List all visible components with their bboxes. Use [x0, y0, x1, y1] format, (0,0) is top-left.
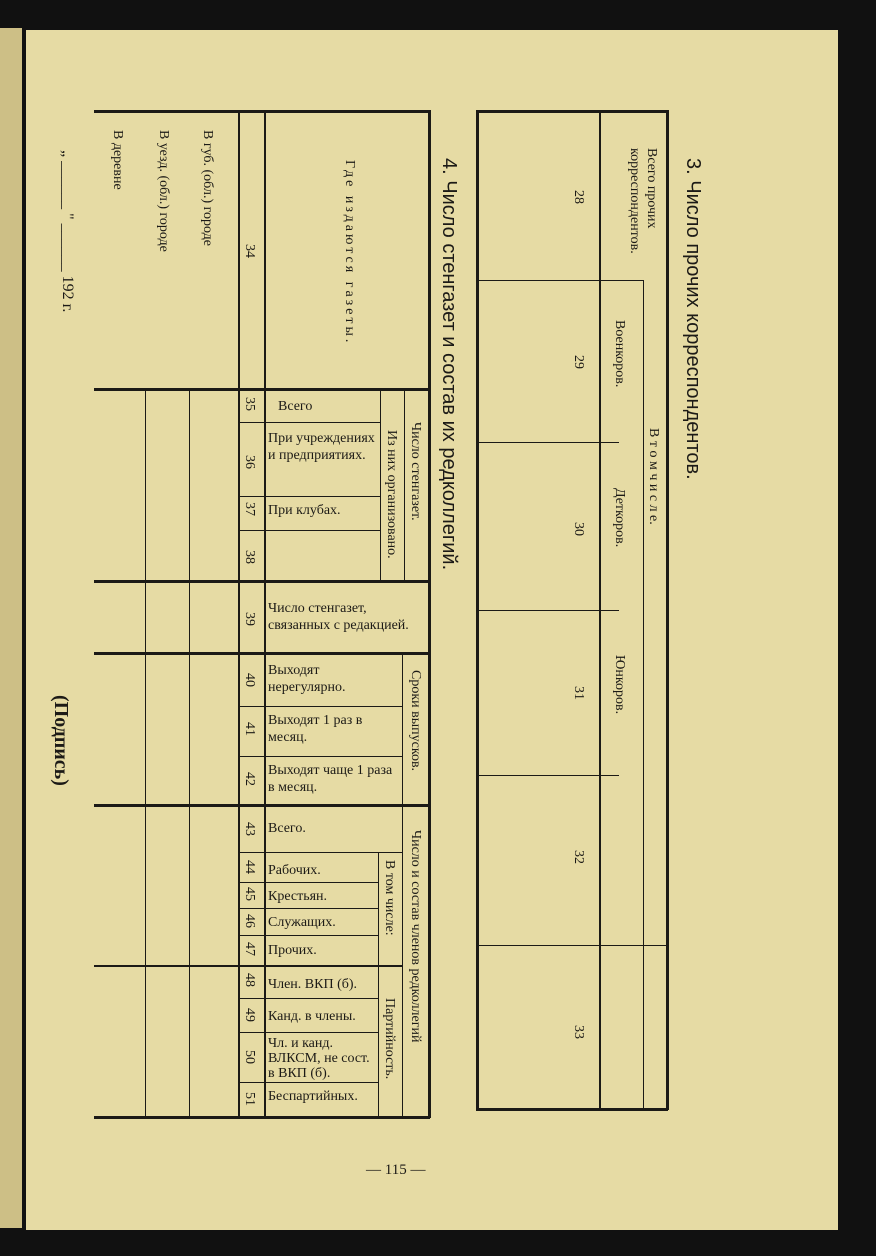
candidate-header: Канд. в члены.: [268, 1009, 356, 1024]
col-number: 34: [242, 244, 257, 258]
including-header: В том числе:: [382, 860, 397, 936]
table4-col-sep: [94, 652, 430, 655]
linked-header: Число стенгазет, связанных с редакцией.: [268, 601, 409, 633]
irregular-header: Выходят нерегулярно.: [268, 663, 346, 695]
col-number: 51: [242, 1092, 257, 1106]
workers-header: Рабочих.: [268, 863, 321, 878]
table4-right-border: [428, 110, 431, 1118]
table4-col-sep: [94, 965, 402, 967]
table4-col-sep: [94, 388, 430, 391]
col-number: 35: [242, 397, 257, 411]
table4-col-sep: [238, 756, 402, 757]
count-group-header: Число стенгазет.: [408, 422, 423, 521]
col-number: 39: [242, 612, 257, 626]
col-number: 43: [242, 822, 257, 836]
table4-row-sep: [189, 390, 190, 1118]
table3-right-border: [666, 110, 669, 1110]
table4-group-sep: [402, 805, 403, 1117]
nonparty-header: Беспартийных.: [268, 1089, 358, 1104]
total-header: Всего: [278, 399, 313, 414]
document-page: [26, 30, 838, 1230]
table3-num: 33: [571, 1025, 586, 1039]
col-number: 50: [242, 1050, 257, 1064]
table3-col-voenkor: Военкоров.: [612, 320, 627, 388]
table3-total-header: Всего прочих корреспондентов.: [627, 148, 659, 254]
more-often-header: Выходят чаще 1 раза в месяц.: [268, 763, 393, 795]
at-clubs-header: При клубах.: [268, 503, 341, 518]
others-header: Прочих.: [268, 943, 317, 958]
table4-col-sep: [94, 804, 430, 807]
section4-title: 4. Число стенгазет и состав их редколлегий.: [438, 158, 460, 571]
table4-col-sep: [94, 580, 430, 583]
table4-col-sep: [238, 422, 380, 423]
table3-num: 30: [571, 522, 586, 536]
table4-col-sep: [238, 1082, 378, 1083]
col-number: 46: [242, 914, 257, 928]
peasants-header: Крестьян.: [268, 889, 328, 904]
col-number: 42: [242, 772, 257, 786]
once-month-header: Выходят 1 раз в месяц.: [268, 713, 363, 745]
table4-col-sep: [238, 706, 402, 707]
table3-col-yunkor: Юнкоров.: [612, 655, 627, 715]
table3-top-border: [476, 110, 668, 113]
left-page-edge: [0, 28, 22, 1228]
table4-group-sep: [404, 390, 405, 580]
periods-group-header: Сроки выпусков.: [408, 670, 423, 772]
signature-label: (Подпись): [50, 695, 72, 786]
col-number: 41: [242, 722, 257, 736]
col-number: 44: [242, 860, 257, 874]
table4-row-sep: [145, 390, 146, 1118]
members-total-header: Всего.: [268, 821, 306, 836]
table3-num: 28: [571, 190, 586, 204]
table4-col-sep: [238, 882, 378, 883]
table3-inner-line: [643, 280, 644, 1110]
section3-title: 3. Число прочих корреспондентов.: [682, 158, 704, 480]
where-published-header: Где издаются газеты.: [342, 160, 357, 346]
col-number: 37: [242, 502, 257, 516]
table3-col-sep: [479, 442, 619, 443]
table3-col-sep: [479, 945, 669, 946]
at-institutions-header: При учреждениях и предприятиях.: [268, 431, 375, 463]
table4-col-sep: [238, 852, 402, 853]
table4-col-sep: [238, 530, 380, 531]
row-label-gub: В губ. (обл.) городе: [200, 130, 215, 246]
table3-bottom-border: [476, 1108, 668, 1111]
date-line: „ ______ " ______ 192 г.: [59, 150, 76, 313]
organized-group-header: Из них организовано.: [384, 430, 399, 559]
col-number: 49: [242, 1008, 257, 1022]
table3-num: 32: [571, 850, 586, 864]
table3-col-sep: [479, 610, 619, 611]
row-label-uezd: В уезд. (обл.) городе: [156, 130, 171, 252]
table4-group-sep: [378, 852, 379, 1117]
page-number: — 115 —: [366, 1162, 426, 1178]
table3-group-header: В т о м ч и с л е.: [646, 428, 661, 525]
table3-col-sep: [479, 775, 619, 776]
table4-group-sep: [380, 390, 381, 580]
table4-group-sep: [402, 652, 403, 804]
table3-col-detkor: Деткоров.: [612, 488, 627, 548]
col-number: 47: [242, 942, 257, 956]
members-group-header: Число и состав членов редколлегий: [408, 830, 423, 1043]
row-label-village: В деревне: [110, 130, 125, 190]
col-number: 38: [242, 550, 257, 564]
table4-col-sep: [238, 998, 378, 999]
table4-col-sep: [238, 496, 380, 497]
vlksm-header: Чл. и канд. ВЛКСМ, не сост. в ВКП (б).: [268, 1036, 370, 1081]
vkp-member-header: Член. ВКП (б).: [268, 977, 358, 992]
col-number: 48: [242, 973, 257, 987]
col-number: 36: [242, 455, 257, 469]
table3-col-sep: [479, 280, 644, 281]
employees-header: Служащих.: [268, 915, 336, 930]
party-group-header: Партийность.: [382, 998, 397, 1080]
table4-col-sep: [238, 1032, 378, 1033]
table4-col-sep: [238, 935, 378, 936]
table4-col-sep: [238, 908, 378, 909]
col-number: 45: [242, 887, 257, 901]
col-number: 40: [242, 673, 257, 687]
table3-num: 31: [571, 686, 586, 700]
table4-top-border: [94, 110, 430, 113]
table3-num: 29: [571, 355, 586, 369]
